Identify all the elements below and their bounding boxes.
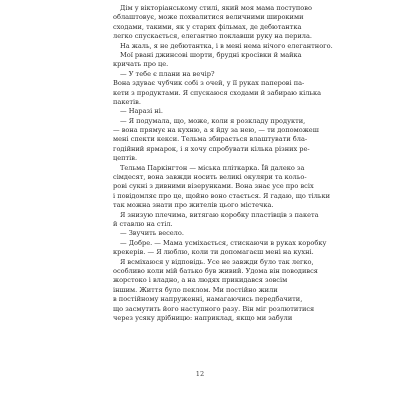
text-line: рові сукні з дивними візерунками. Вона знає усе про всіх [113, 182, 314, 191]
text-line: Дім у вікторіанському стилі, який моя мама поступово [120, 4, 312, 12]
text-line: Мої рвані джинсові шорти, брудні кросівки й майка [120, 50, 302, 59]
page-body-text [113, 4, 333, 323]
text-line: сімдесят, вона завжди носить великі окуляри та кольо- [113, 173, 307, 182]
text-line: Тельма Паркінгтон — міська пліткарка. Їй далеко за [120, 163, 305, 172]
text-line: — вона прямує на кухню, а я йду за нею, — ти допоможеш [113, 126, 319, 135]
text-line: крекерів. — Я люблю, коли ти допомагаєш мені на кухні. [113, 248, 314, 257]
text-line: — У тебе є плани на вечір? [120, 69, 215, 78]
text-line: мені спекти кекси. Тельма збирається влаштувати бла- [113, 135, 308, 144]
text-line: і повідомляє про це, щойно воно стається. Я гадаю, що тільки [113, 191, 331, 200]
text-line: легко спускається, елегантно поклавши руку на перила. [113, 32, 312, 41]
text-line: На жаль, я не дебютантка, і в мені нема нічого елегантного. [120, 41, 333, 50]
text-line: сходами, такими, як у старих фільмах, де дебютантка [113, 22, 302, 31]
text-line: так можна знати про жителів цього містечка. [113, 201, 274, 210]
text-line: Вона здуває чубчик собі з очей, у її руках паперові па- [113, 79, 305, 88]
text-line: кети з продуктами. Я спускаюся сходами й забираю кілька [113, 88, 322, 97]
text-line: кричать про це. [113, 60, 169, 69]
text-line: жорстоко і владно, а на людях прикидався зовсім [113, 276, 288, 285]
text-line: особливо коли мій батько був живий. Удома він поводився [113, 266, 318, 275]
text-line: й ставлю на стіл. [113, 219, 173, 228]
text-line: цептів. [113, 154, 138, 163]
text-line: — Я подумала, що, може, коли я розкладу продукти, [120, 116, 306, 125]
text-line: в постійному напруженні, намагаючись передбачити, [113, 295, 303, 304]
text-line: Я всміхаюся у відповідь. Усе не завжди було так легко, [120, 257, 314, 266]
text-line: — Наразі ні. [120, 107, 163, 116]
text-line: іншим. Життя було пеклом. Ми постійно жили [113, 285, 278, 294]
text-line: що засмутить його наступного разу. Він міг розлютитися [113, 304, 315, 313]
text-line: облаштовує, може похвалитися величними широкими [113, 13, 304, 22]
text-line: годійний ярмарок, і я хочу спробувати кілька різних ре- [113, 144, 310, 153]
text-line: Я знизую плечима, витягаю коробку пластівців з пакета [120, 210, 319, 219]
page-number: 12 [195, 370, 205, 378]
text-line: через усяку дрібницю: наприклад, якщо ми забули [113, 313, 293, 322]
text-line: пакетів. [113, 97, 141, 106]
text-line: — Добре. — Мама усміхається, стискаючи в руках коробку [120, 238, 327, 247]
text-line: — Звучить весело. [120, 229, 184, 238]
